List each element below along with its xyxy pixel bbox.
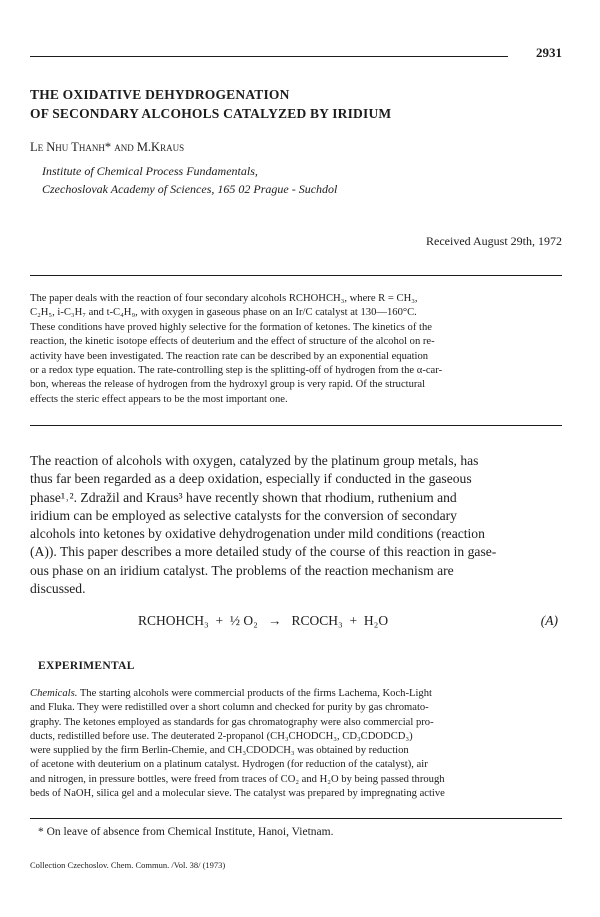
abstract-bottom-rule xyxy=(30,425,562,426)
chem-line-text: The starting alcohols were commercial products of the firms Lachema, Koch-Light xyxy=(77,688,432,699)
affiliation-line-2: Czechoslovak Academy of Sciences, 165 02 Prague - Suchdol xyxy=(42,182,338,196)
abstract-line: These conditions have proved highly selective for the formation of ketones. The kinetics of the xyxy=(30,321,432,333)
chemicals-lead: Chemicals. xyxy=(30,688,78,699)
equation-text: RCHOHCH₃ + ½ O₂ → RCOCH₃ + H₂O xyxy=(138,613,389,628)
received-date: Received August 29th, 1972 xyxy=(426,234,562,248)
chem-line: were supplied by the firm Berlin-Chemie, and CH₃CDODCH₃ was obtained by reduction xyxy=(30,745,409,757)
abstract-line: bon, whereas the release of hydrogen from the hydroxyl group is very rapid. Of the structural xyxy=(30,379,426,391)
abstract-line: The paper deals with the reaction of four secondary alcohols RCHOHCH₃, where R = CH₃, xyxy=(30,293,418,304)
abstract-top-rule xyxy=(30,275,562,276)
footnote: * On leave of absence from Chemical Institute, Hanoi, Vietnam. xyxy=(38,826,334,838)
chem-line: of acetone with deuterium on a platinum catalyst. Hydrogen (for reduction of the catalyst), air xyxy=(30,759,428,771)
header-rule xyxy=(30,56,508,57)
experimental-heading: EXPERIMENTAL xyxy=(38,660,135,672)
intro-line: The reaction of alcohols with oxygen, catalyzed by the platinum group metals, has xyxy=(30,453,479,468)
intro-line: phase¹˒². Zdražil and Kraus³ have recently shown that rhodium, ruthenium and xyxy=(30,489,457,505)
title-line-2: OF SECONDARY ALCOHOLS CATALYZED BY IRIDIUM xyxy=(30,106,392,121)
abstract-line: activity have been investigated. The reaction rate can be described by an exponential equation xyxy=(30,350,429,362)
introduction xyxy=(30,452,553,598)
chem-line: and nitrogen, in pressure bottles, were freed from traces of CO₂ and H₂O by being passed through xyxy=(30,773,445,785)
chem-line: graphy. The ketones employed as standards for gas chromatography were also commercial pro- xyxy=(30,716,434,728)
journal-citation: Collection Czechoslov. Chem. Commun. /Vol. 38/ (1973) xyxy=(30,860,226,870)
page-number: 2931 xyxy=(536,45,562,60)
abstract-line: reaction, the kinetic isotope effects of deuterium and the effect of structure of the alcohol on re- xyxy=(30,336,435,348)
intro-line: iridium can be employed as selective catalysts for the conversion of secondary xyxy=(30,507,457,523)
article-title xyxy=(30,85,570,123)
affiliation xyxy=(42,162,337,198)
abstract xyxy=(30,292,562,407)
chem-line xyxy=(30,687,556,701)
intro-line: alcohols into ketones by oxidative dehydrogenation under mild conditions (reaction xyxy=(30,526,485,542)
reaction-equation xyxy=(138,613,558,629)
chem-line: beds of NaOH, silica gel and a molecular sieve. The catalyst was prepared by impregnating active xyxy=(30,788,445,800)
affiliation-line-1: Institute of Chemical Process Fundamentals, xyxy=(42,164,258,178)
chem-line: and Fluka. They were redistilled over a short column and checked for purity by gas chromato- xyxy=(30,702,429,714)
title-line-1: THE OXIDATIVE DEHYDROGENATION xyxy=(30,87,290,102)
intro-line: thus far been regarded as a deep oxidation, especially if conducted in the gaseous xyxy=(30,471,472,487)
chem-line: ducts, redistilled before use. The deuterated 2-propanol (CH₃CHODCH₃, CD₃CDODCD₃) xyxy=(30,730,413,742)
equation-label: (A) xyxy=(540,613,558,628)
authors: Le Nhu Thanh* and M.Kraus xyxy=(30,140,185,154)
intro-line: ous phase on an iridium catalyst. The problems of the reaction mechanism are xyxy=(30,562,454,578)
chemicals-paragraph xyxy=(30,687,556,801)
abstract-line: effects the steric effect appears to be the most important one. xyxy=(30,393,288,405)
abstract-line: or a redox type equation. The rate-controlling step is the splitting-off of hydrogen from the α-car- xyxy=(30,365,443,377)
intro-line: discussed. xyxy=(30,581,86,597)
intro-line: (A)). This paper describes a more detailed study of the course of this reaction in gase- xyxy=(30,544,497,560)
abstract-line: C₂H₅, i-C₃H₇ and t-C₄H₉, with oxygen in gaseous phase on an Ir/C catalyst at 130—160°C. xyxy=(30,307,417,319)
footnote-rule xyxy=(30,818,562,819)
